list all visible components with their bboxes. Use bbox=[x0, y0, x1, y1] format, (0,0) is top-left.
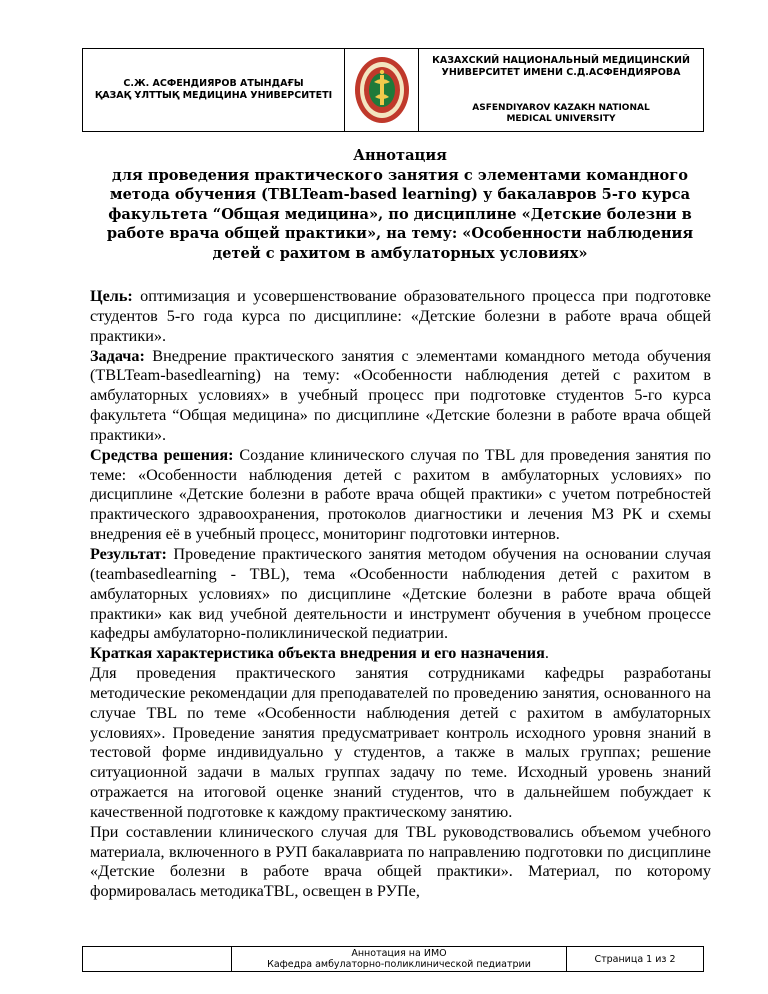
section-label: Средства решения: bbox=[90, 445, 234, 464]
header-right-en-line2: MEDICAL UNIVERSITY bbox=[506, 114, 616, 124]
title-heading: Аннотация bbox=[353, 147, 447, 164]
section-text: Проведение практического занятия методом обучения на основании случая (teambasedlearning - TBL), тема «Особенности наблюдения детей с рахитом в амбулаторных условиях» по дисциплине «Детские болезни в работе врача общей практики» как вид учебной деятельности и инструмент обучения в учебном процессе кафедры амбулаторно-поликлинической педиатрии. bbox=[90, 544, 711, 643]
header-right-ru-line2: УНИВЕРСИТЕТ ИМЕНИ С.Д.АСФЕНДИЯРОВА bbox=[441, 67, 681, 78]
header-right-en-line1: ASFENDIYAROV KAZAKH NATIONAL bbox=[472, 103, 650, 113]
footer-empty-cell bbox=[83, 947, 232, 971]
section-means bbox=[90, 446, 711, 545]
document-footer bbox=[82, 946, 704, 972]
document-body bbox=[90, 287, 711, 902]
footer-doc-line1: Аннотация на ИМО bbox=[351, 948, 447, 959]
header-russian-english-name bbox=[419, 49, 703, 131]
paragraph: При составлении клинического случая для TBL руководствовались объемом учебного материала, включенного в РУП бакалавриата по направлению подготовки по дисциплине «Детские болезни в работе врача общей практики». Материал, по которому формировалась методикаTBL, освещен в РУПе, bbox=[90, 822, 711, 901]
footer-document-info bbox=[232, 947, 567, 971]
section-label: Краткая характеристика объекта внедрения и его назначения bbox=[90, 644, 545, 663]
header-left-line2: ҚАЗАҚ ҰЛТТЫҚ МЕДИЦИНА УНИВЕРСИТЕТІ bbox=[94, 90, 333, 101]
section-label: Цель: bbox=[90, 287, 133, 305]
section-task bbox=[90, 347, 711, 446]
section-text: . bbox=[544, 644, 549, 663]
university-seal-icon bbox=[353, 55, 411, 125]
section-characteristics bbox=[90, 644, 711, 664]
section-label: Результат: bbox=[90, 544, 167, 563]
section-text: оптимизация и усовершенствование образовательного процесса при подготовке студентов 5-го года курса по дисциплине: «Детские болезни в работе врача общей практики». bbox=[90, 287, 711, 345]
header-logo-cell bbox=[345, 49, 419, 131]
header-kazakh-name bbox=[83, 49, 345, 131]
paragraph: Для проведения практического занятия сотрудниками кафедры разработаны методические рекомендации для преподавателей по проведению занятия, основанного на случае TBL по теме «Особенности наблюдения детей с рахитом в амбулаторных условиях». Проведение занятия предусматривает контроль исходного уровня знаний в тестовой форме индивидуально у студентов, а также в малых группах; решение ситуационной задачи в малых группах задачу по теме. Исходный уровень знаний отражается на итоговой оценке знаний студентов, что в дальнейшем побуждает к качественной подготовке к каждому практическому занятию. bbox=[90, 664, 711, 821]
title-text: для проведения практического занятия с элементами командного метода обучения (TBLTeam-based learning) у бакалавров 5-го курса факультета “Общая медицина», по дисциплине «Детские болезни в работе врача общей практики», на тему: «Особенности наблюдения детей с рахитом в амбулаторных условиях» bbox=[106, 166, 694, 262]
section-result bbox=[90, 545, 711, 644]
header-left-line1: С.Ж. АСФЕНДИЯРОВ АТЫНДАҒЫ bbox=[123, 78, 304, 89]
header-right-ru-line1: КАЗАХСКИЙ НАЦИОНАЛЬНЫЙ МЕДИЦИНСКИЙ bbox=[432, 55, 690, 66]
section-label: Задача: bbox=[90, 346, 145, 365]
section-goal bbox=[90, 287, 711, 347]
document-header bbox=[82, 48, 704, 132]
footer-doc-line2: Кафедра амбулаторно-поликлинической педиатрии bbox=[267, 959, 531, 970]
footer-page-number: Страница 1 из 2 bbox=[594, 953, 676, 965]
section-text: Внедрение практического занятия с элементами командного метода обучения (TBLTeam-basedlearning) на тему: «Особенности наблюдения детей с рахитом в амбулаторных условиях» в учебный процесс при подготовке студентов 5-го курса факультета “Общая медицина» по дисциплине «Детские болезни в работе врача общей практики». bbox=[90, 346, 711, 444]
section-text: Создание клинического случая по TBL для проведения занятия по теме: «Особенности наблюдения детей с рахитом в амбулаторных условиях» по дисциплине «Детские болезни в работе врача общей практики» с учетом потребностей практического здравоохранения, протоколов диагностики и лечения МЗ РК и схемы внедрения её в учебный процесс, мониторинг подготовки интернов. bbox=[90, 445, 711, 544]
document-title bbox=[90, 146, 710, 264]
